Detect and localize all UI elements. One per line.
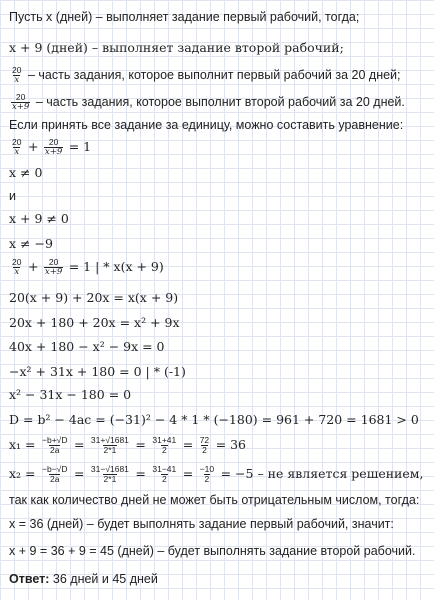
line-8: и <box>9 189 16 203</box>
fraction-x1-sum: $\frac{31+41}{2}$ <box>152 435 177 455</box>
fraction-x2-result: $\frac{-10}{2}$ <box>199 464 215 484</box>
fraction-20-over-x: $\frac{20}{x}$ <box>12 65 22 85</box>
line-20: так как количество дней не может быть отрицательным числом, тогда: <box>9 493 420 507</box>
answer-text: 36 дней и 45 дней <box>49 572 158 586</box>
fraction-x2-difference: $\frac{31-41}{2}$ <box>152 464 177 484</box>
line-22: x + 9 = 36 + 9 = 45 (дней) – будет выполнять задание второй рабочий. <box>9 544 416 558</box>
line-16: x² − 31x − 180 = 0 <box>9 387 132 402</box>
line-21: x = 36 (дней) – будет выполнять задание первый рабочий, значит: <box>9 517 394 531</box>
line-15: −x² + 31x + 180 = 0 | * (-1) <box>9 364 186 379</box>
line-7: x ≠ 0 <box>9 165 43 180</box>
line-10: x ≠ −9 <box>9 236 53 251</box>
root-x2-line: x₂ = $\frac{-b-√D}{2a}$ = $\frac{31-√1681}{2*1}$ = $\frac{31-41}{2}$ = $\frac{-10}{2}$ = −5 – не является решением, <box>9 464 424 484</box>
line-12: 20(x + 9) + 20x = x(x + 9) <box>9 290 179 305</box>
line-4: $\frac{20}{x+9}$ – часть задания, которое выполнит второй рабочий за 20 дней. <box>12 92 405 112</box>
line-9: x + 9 ≠ 0 <box>9 211 69 226</box>
fraction-x2-formula: $\frac{-b-√D}{2a}$ <box>42 464 68 484</box>
answer-label: Ответ: <box>9 572 50 586</box>
line-14: 40x + 180 − x² − 9x = 0 <box>9 339 165 354</box>
line-3: $\frac{20}{x}$ – часть задания, которое выполнит первый рабочий за 20 дней; <box>12 65 401 85</box>
fraction-20-over-x-plus-9: $\frac{20}{x+9}$ <box>44 257 63 277</box>
root-x1-line: x₁ = $\frac{-b+√D}{2a}$ = $\frac{31+√1681}{2*1}$ = $\frac{31+41}{2}$ = $\frac{72}{2}$ = 36 <box>9 435 247 455</box>
line-13: 20x + 180 + 20x = x² + 9x <box>9 315 180 330</box>
discriminant-line: D = b² − 4ac = (−31)² − 4 * 1 * (−180) = 961 + 720 = 1681 > 0 <box>9 412 419 427</box>
fraction-20-over-x: $\frac{20}{x}$ <box>12 137 22 157</box>
answer-line <box>9 571 158 587</box>
fraction-x1-formula: $\frac{-b+√D}{2a}$ <box>42 435 68 455</box>
equation-line: $\frac{20}{x}$ + $\frac{20}{x+9}$ = 1 <box>12 137 92 157</box>
fraction-x1-result: $\frac{72}{2}$ <box>199 435 210 455</box>
fraction-20-over-x-plus-9: $\frac{20}{x+9}$ <box>12 92 30 112</box>
fraction-20-over-x: $\frac{20}{x}$ <box>12 257 22 277</box>
fraction-x1-substituted: $\frac{31+√1681}{2*1}$ <box>90 435 129 455</box>
line-11: $\frac{20}{x}$ + $\frac{20}{x+9}$ = 1 | * x(x + 9) <box>12 257 164 277</box>
line-5: Если принять все задание за единицу, можно составить уравнение: <box>9 118 404 132</box>
fraction-x2-substituted: $\frac{31-√1681}{2*1}$ <box>90 464 129 484</box>
fraction-20-over-x-plus-9: $\frac{20}{x+9}$ <box>44 137 63 157</box>
line-2: x + 9 (дней) – выполняет задание второй рабочий; <box>9 40 344 55</box>
line-1: Пусть x (дней) – выполняет задание первый рабочий, тогда; <box>9 10 360 24</box>
